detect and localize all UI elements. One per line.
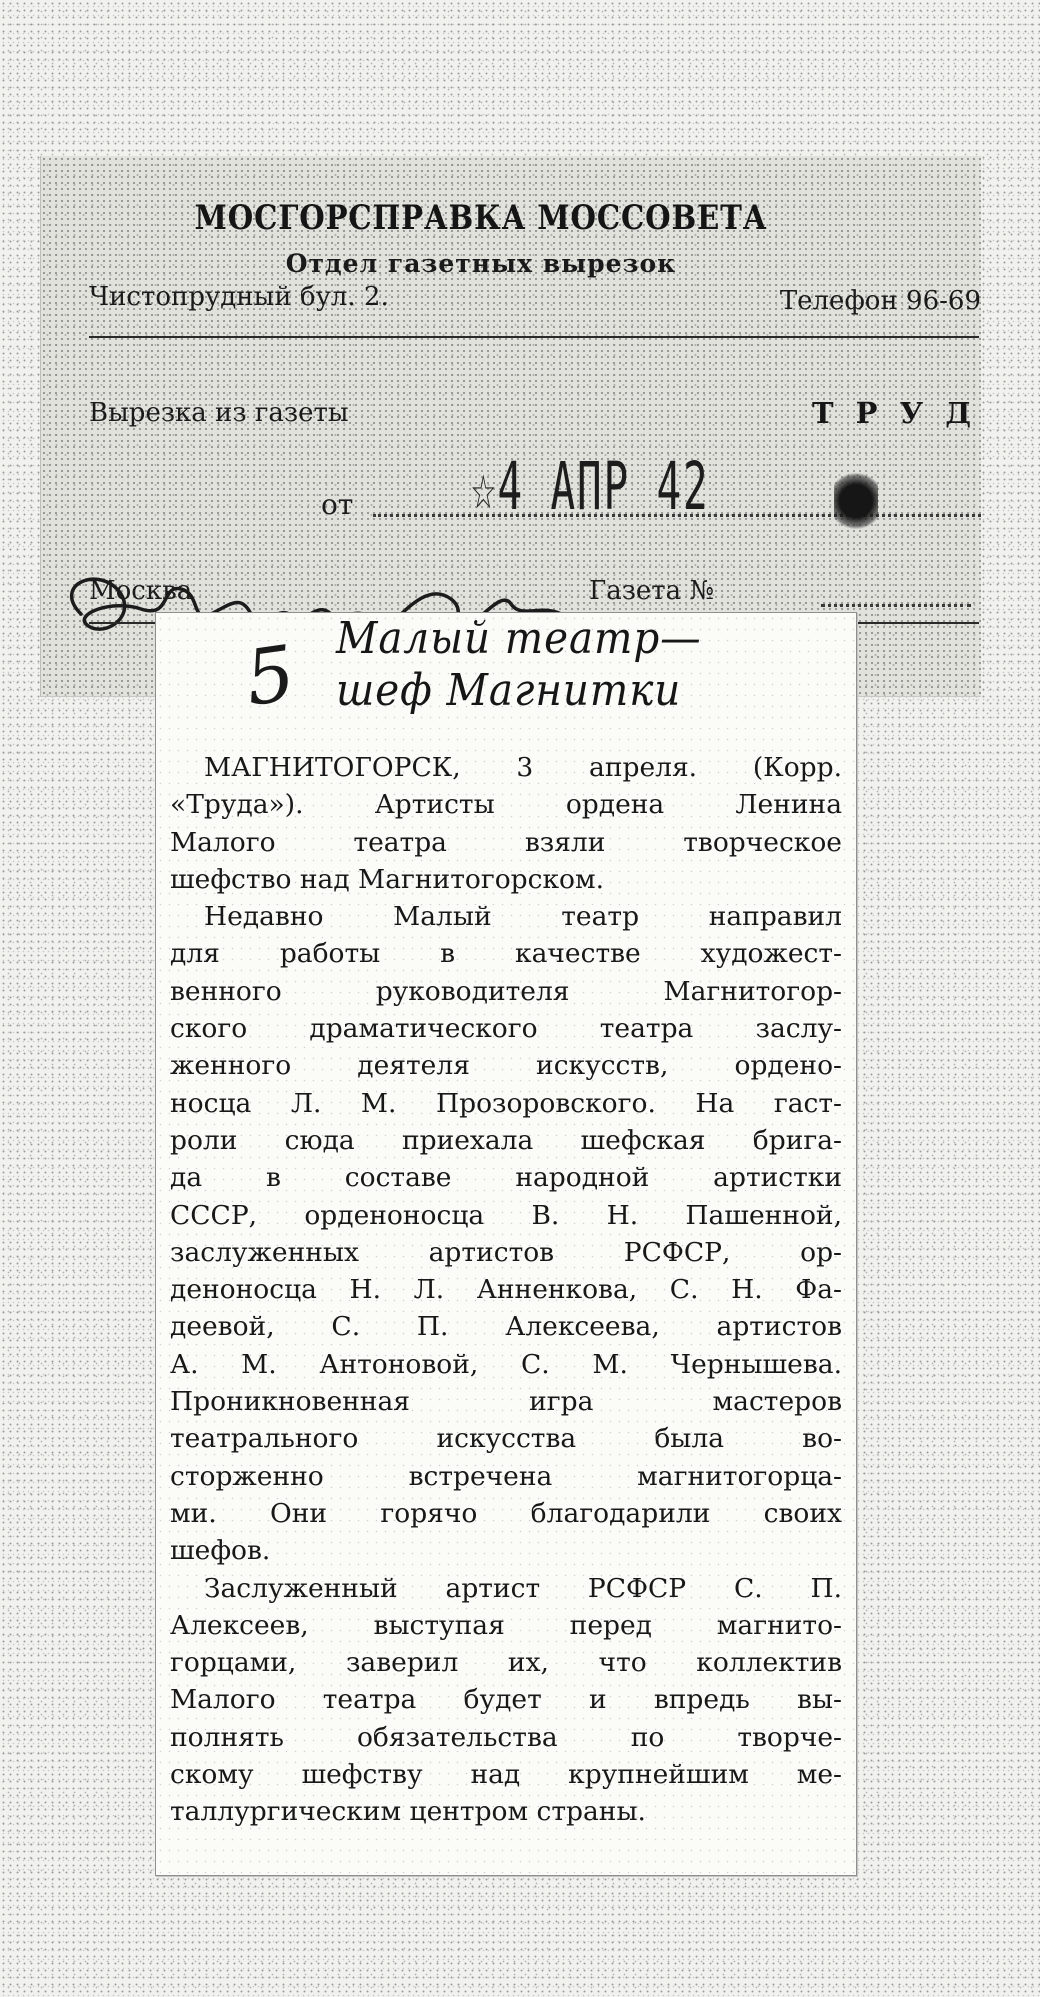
newspaper-name: Т Р У Д xyxy=(812,396,977,430)
article-line: А. М. Антоновой, С. М. Чернышева. xyxy=(170,1348,842,1380)
article-line: таллургическим центром страны. xyxy=(170,1796,646,1828)
cut-from-label: Вырезка из газеты xyxy=(89,398,349,428)
article-line: да в составе народной артистки xyxy=(170,1162,842,1194)
article-line: скому шефству над крупнейшим ме- xyxy=(170,1759,842,1791)
article-line: шефство над Магнитогорском. xyxy=(170,863,605,895)
article-line: театрального искусства была во- xyxy=(170,1423,842,1455)
date-prefix: от xyxy=(321,488,354,521)
article-line: носца Л. М. Прозоровского. На гаст- xyxy=(170,1087,842,1119)
article-line: ми. Они горячо благодарили своих xyxy=(170,1497,842,1529)
article-body xyxy=(170,749,842,1831)
article-line: «Труда»). Артисты ордена Ленина xyxy=(170,789,842,821)
header-divider xyxy=(89,336,979,338)
article-line: сторженно встречена магнитогорца- xyxy=(170,1460,842,1492)
article-line: Проникновенная игра мастеров xyxy=(170,1386,842,1418)
headline-line-1: Малый театр— xyxy=(336,613,702,664)
article-line: для работы в качестве художест- xyxy=(170,938,842,970)
article-lines xyxy=(170,749,842,1831)
bureau-phone: Телефон 96-69 xyxy=(779,286,981,316)
article-line: Заслуженный артист РСФСР С. П. xyxy=(204,1572,842,1604)
article-line: горцами, заверил их, что коллектив xyxy=(170,1647,842,1679)
department-subtitle: Отдел газетных вырезок xyxy=(285,249,677,278)
article-line: МАГНИТОГОРСК, 3 апреля. (Корр. xyxy=(204,752,842,783)
article-line: женного деятеля искусств, ордено- xyxy=(170,1050,842,1082)
article-line: Алексеев, выступая перед магнито- xyxy=(170,1609,842,1641)
article-line: венного руководителя Магнитогор- xyxy=(170,975,842,1007)
article-line: роли сюда приехала шефская брига- xyxy=(170,1124,842,1156)
headline-line-2: шеф Магнитки xyxy=(336,665,682,716)
article-line: Малого театра взяли творческое xyxy=(170,826,842,858)
bureau-address: Чистопрудный бул. 2. xyxy=(89,282,389,312)
article-line: Малого театра будет и впредь вы- xyxy=(170,1684,842,1716)
bureau-title: МОСГОРСПРАВКА МОССОВЕТА xyxy=(194,198,768,238)
article-line: СССР, орденоносца В. Н. Пашенной, xyxy=(170,1199,842,1231)
date-stamp: ☆4 АПР 42 xyxy=(471,448,710,525)
article-line: Недавно Малый театр направил xyxy=(204,901,842,933)
city-label: Москва xyxy=(89,576,193,606)
article-line: шефов. xyxy=(170,1535,271,1567)
article-line: заслуженных артистов РСФСР, ор- xyxy=(170,1236,842,1268)
ink-blot xyxy=(834,472,878,530)
paper-number-dotted-line xyxy=(821,604,971,607)
article-line: деевой, С. П. Алексеева, артистов xyxy=(170,1311,842,1343)
article-headline xyxy=(336,613,702,717)
handwritten-number: 5 xyxy=(240,628,301,723)
newspaper-clipping xyxy=(155,612,857,1876)
article-line: деноносца Н. Л. Анненкова, С. Н. Фа- xyxy=(170,1274,842,1306)
article-line: полнять обязательства по творче- xyxy=(170,1721,842,1753)
paper-number-label: Газета № xyxy=(589,576,715,606)
article-line: ского драматического театра заслу- xyxy=(170,1013,842,1045)
date-row xyxy=(321,448,981,538)
